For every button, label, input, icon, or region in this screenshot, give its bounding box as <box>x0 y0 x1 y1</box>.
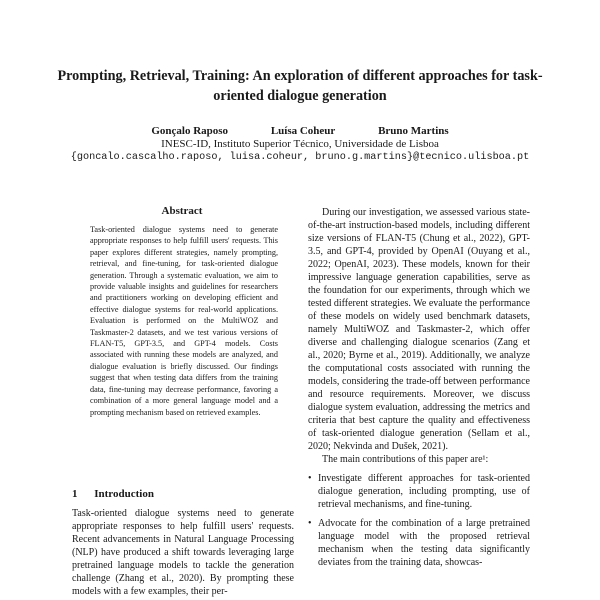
introduction-paragraph: Task-oriented dialogue systems need to generate appropriate responses to help fulfill users' requests. Recent advancements in Natural Language Processing (NLP) have produced a shift towards leveraging large pretrained language models to tackle the generation challenge (Zhang et al., 2020). By prompting these models with a few examples, their per- <box>72 508 294 597</box>
author-list <box>40 124 560 138</box>
author-emails: {goncalo.cascalho.raposo, luisa.coheur, bruno.g.martins}@tecnico.ulisboa.pt <box>70 152 530 163</box>
section-heading <box>72 488 154 500</box>
paper-title: Prompting, Retrieval, Training: An exploration of different approaches for task-oriented dialogue generation <box>57 68 543 104</box>
affiliation: INESC-ID, Instituto Superior Técnico, Universidade de Lisboa <box>161 138 439 150</box>
author-name: Luísa Coheur <box>270 125 336 137</box>
right-column <box>308 206 530 575</box>
list-item: • Advocate for the combination of a large pretrained language model with the proposed retrieval mechanism when the testing data significantly deviates from the training data, showcas- <box>308 517 530 569</box>
list-item: • Investigate different approaches for task-oriented dialogue generation, including prompting, use of retrieval mechanisms, and fine-tuning. <box>308 472 530 511</box>
author-name: Gonçalo Raposo <box>151 125 229 137</box>
section-number: 1 <box>72 488 78 500</box>
author-name: Bruno Martins <box>378 125 449 137</box>
contributions-intro: The main contributions of this paper are¹: <box>322 454 489 465</box>
section-title: Introduction <box>94 488 154 500</box>
body-paragraph: During our investigation, we assessed various state-of-the-art instruction-based models, including different size versions of FLAN-T5 (Chung et al., 2022), GPT-3.5, and GPT-4, provided by OpenAI (Ouyang et al., 2022; OpenAI, 2023). These models, known for their impressive language generation capabilities, serve as the foundation for our experiments, through which we tested different strategies. We evaluate the performance of these models on widely used benchmark datasets, namely MultiWOZ and Taskmaster-2, which offer diverse and challenging dialogue scenarios (Zang et al., 2020; Byrne et al., 2019). Additionally, we analyze the computational costs associated with running the models, considering the trade-off between performance and resource requirements. Moreover, we discuss dialogue system evaluation, addressing the metrics and criteria that best capture the quality and effectiveness of task-oriented dialogue generation (Sellam et al., 2020; Nekvinda and Dušek, 2021). <box>308 207 530 452</box>
abstract-heading: Abstract <box>161 205 203 217</box>
abstract-text: Task-oriented dialogue systems need to generate appropriate responses to help fulfill users' requests. This paper explores different strategies, namely prompting, retrieval, and fine-tuning, for task-oriented dialogue generation. Through a systematic evaluation, we aim to provide valuable insights and guidelines for researchers and practitioners working on developing efficient and effective dialogue systems for real-world applications. Evaluation is performed on the MultiWOZ and Taskmaster-2 datasets, and we test various versions of FLAN-T5, GPT-3.5, and GPT-4 models. Costs associated with running these models are analyzed, and dialogue evaluation is briefly discussed. Our findings suggest that when testing data differs from the training data, fine-tuning may decrease performance, favoring a combination of a more general language model and a prompting mechanism based on retrieved examples. <box>90 225 278 417</box>
contributions-list <box>308 472 530 569</box>
